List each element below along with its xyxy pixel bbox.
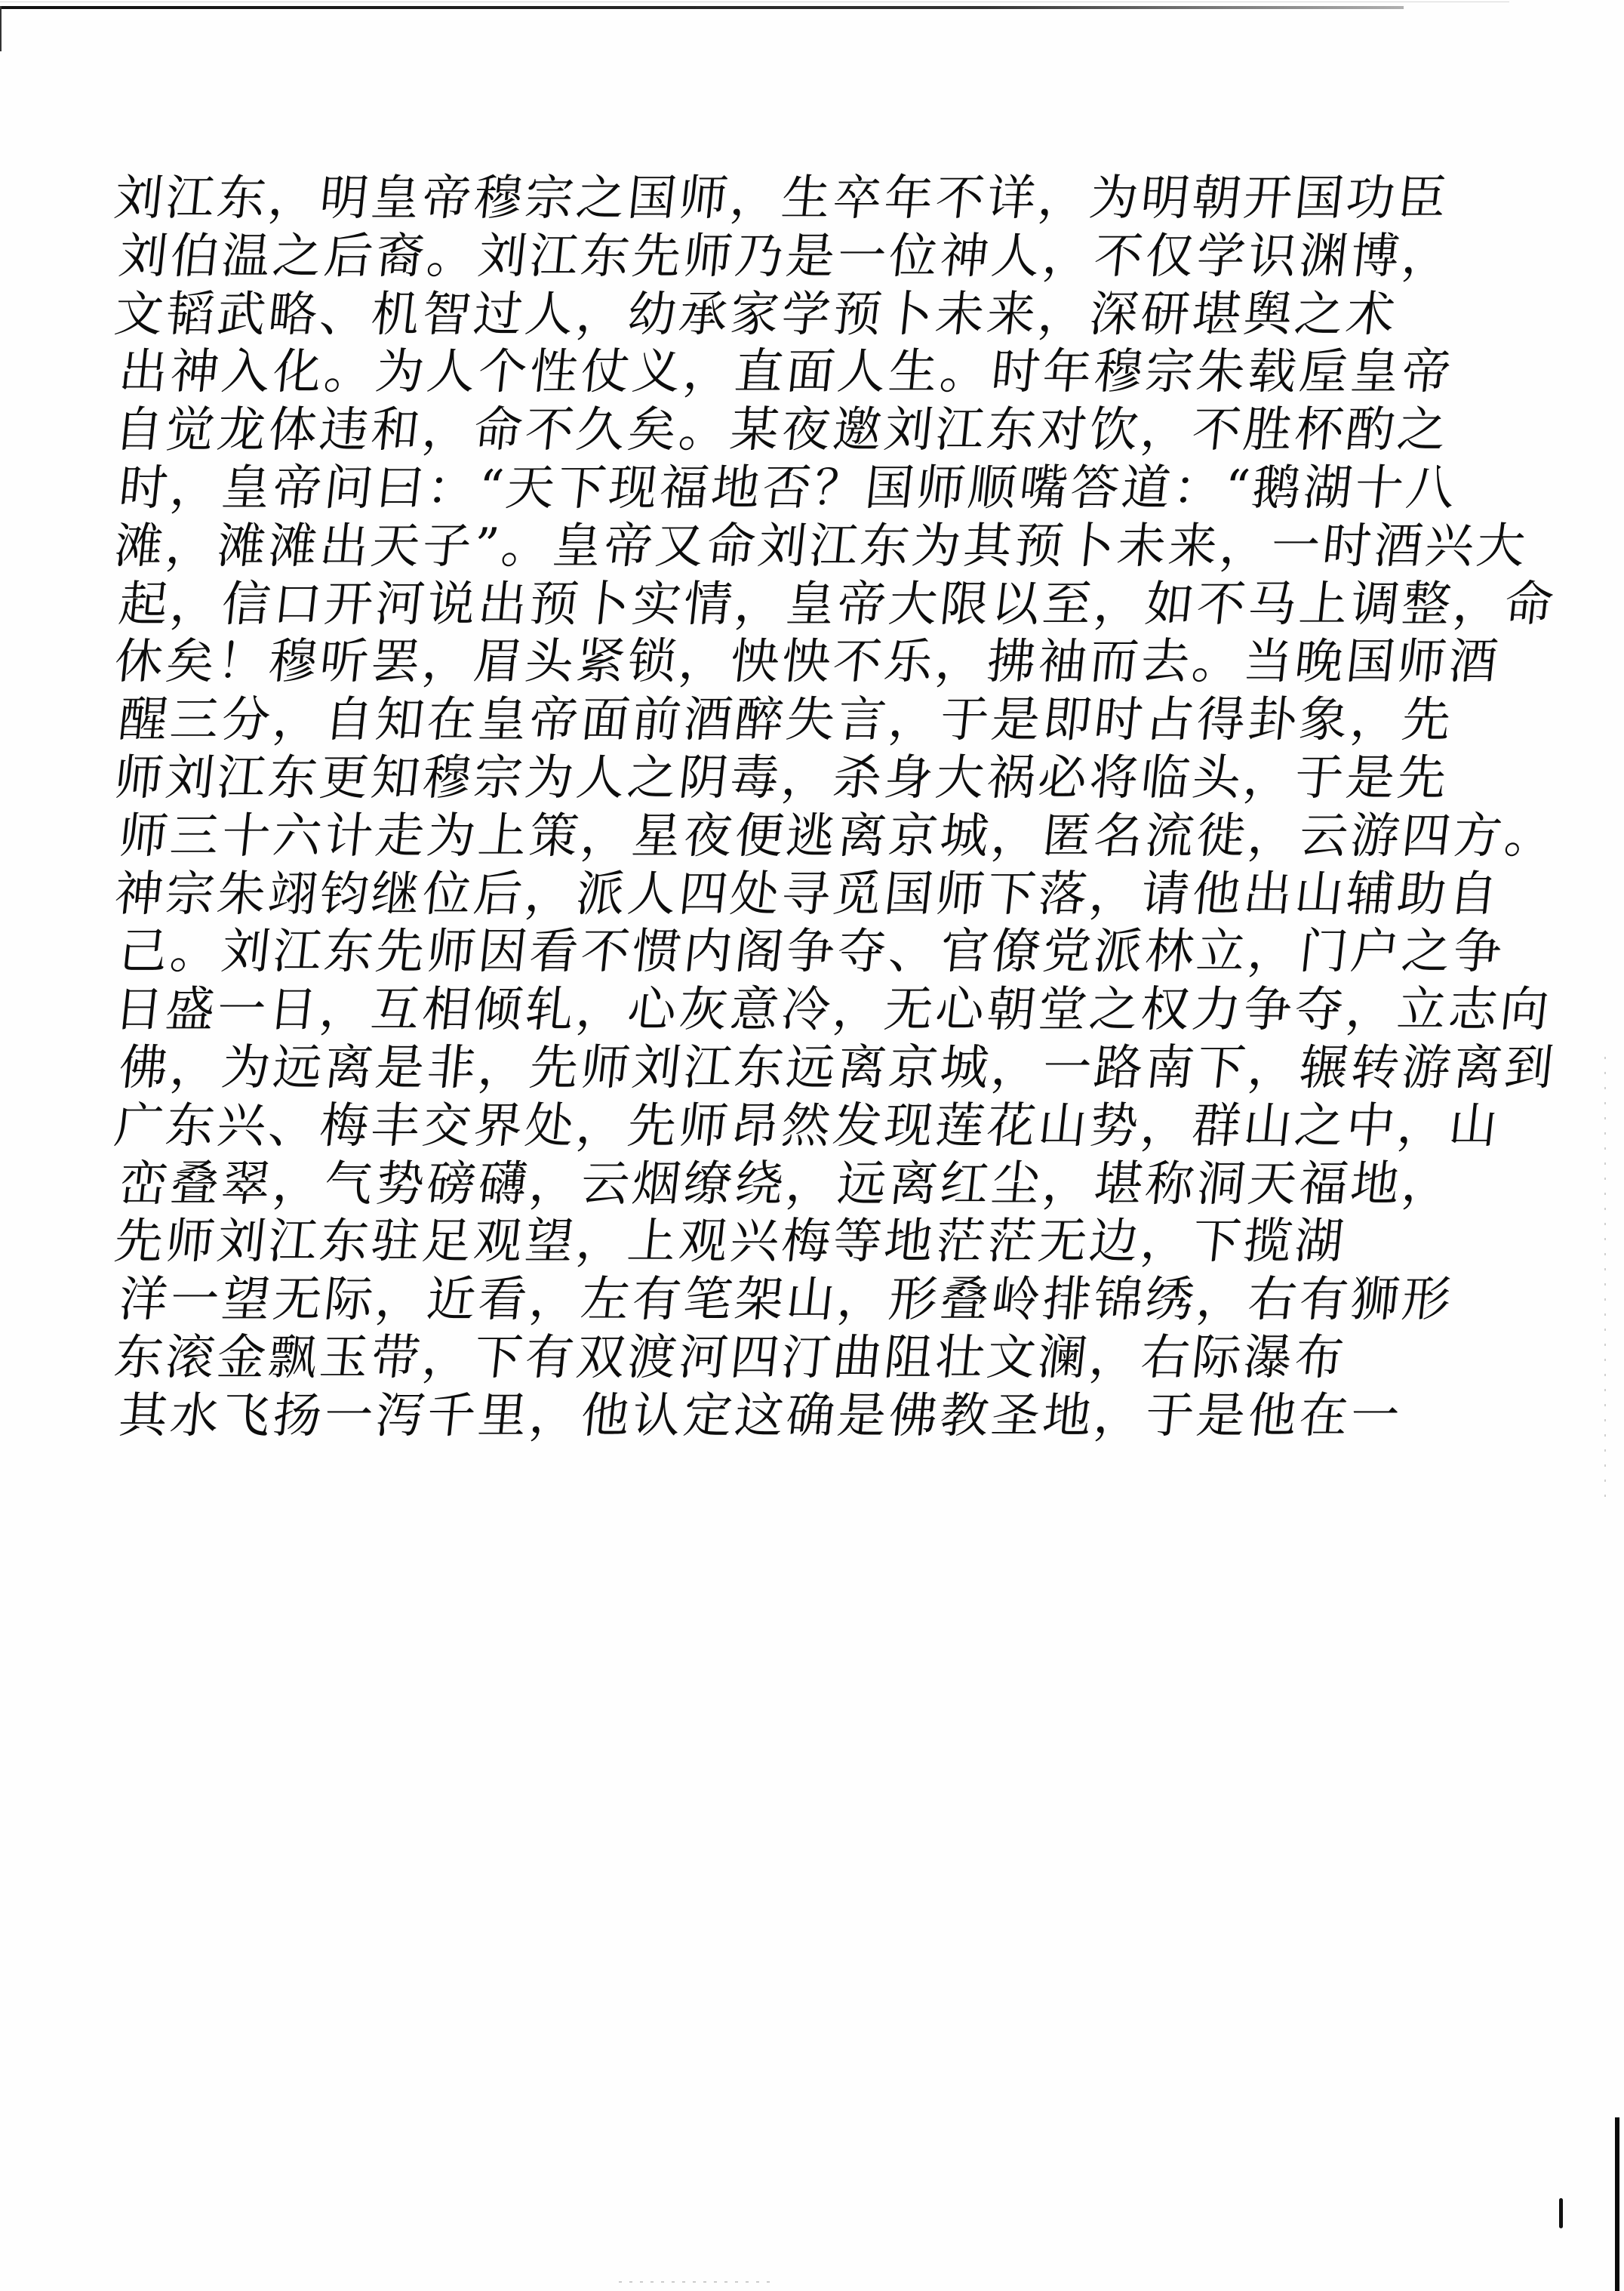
text-line-20: 洋一望无际，近看，左有笔架山，形叠岭排锦绣，右有狮形 [116,1272,1456,1329]
text-line-11: 师刘江东更知穆宗为人之阴毒，杀身大祸必将临头，于是先 [112,750,1452,806]
text-line-4: 出神入化。为人个性仗义，直面人生。时年穆宗朱载垕皇帝 [116,344,1456,401]
text-line-6: 时，皇帝问曰：“天下现福地否？国师顺嘴答道：“鹅湖十八 [116,460,1461,516]
text-line-9: 休矣！穆听罢，眉头紧锁，怏怏不乐，拂袖而去。当晚国师酒 [112,634,1503,691]
text-line-14: 己。刘江东先师因看不惯内阁争夺、官僚党派林立，门户之争 [116,924,1508,981]
text-line-10: 醒三分，自知在皇帝面前酒醉失言，于是即时占得卦象，先 [116,692,1456,749]
scan-bottom-specks [619,2281,770,2283]
text-line-7: 滩，滩滩出天子”。皇帝又命刘江东为其预卜未来，一时酒兴大 [112,518,1531,574]
text-line-19: 先师刘江东驻足观望，上观兴梅等地茫茫无边，下揽湖 [112,1214,1349,1270]
text-line-2: 刘伯温之后裔。刘江东先师乃是一位神人，不仅学识渊博， [116,228,1456,285]
scan-top-border [0,6,1404,9]
text-line-21: 东滚金飘玉带，下有双渡河四汀曲阻壮文澜，右际瀑布 [112,1329,1349,1386]
scan-left-edge [0,6,2,51]
text-line-3: 文韬武略、机智过人，幼承家学预卜未来，深研堪舆之术 [112,286,1401,343]
text-line-18: 峦叠翠，气势磅礴，云烟缭绕，远离红尘，堪称洞天福地， [116,1156,1456,1212]
scan-right-border-bar [1615,2117,1619,2291]
text-line-22: 其水飞扬一泻千里，他认定这确是佛教圣地，于是他在一 [116,1387,1405,1444]
text-line-16: 佛，为远离是非，先师刘江东远离京城，一路南下，辗转游离到 [116,1039,1559,1096]
text-line-15: 日盛一日，互相倾轧，心灰意冷，无心朝堂之权力争夺，立志向 [112,982,1555,1039]
scan-right-dots [1604,1057,1606,1510]
text-line-13: 神宗朱翊钧继位后，派人四处寻觅国师下落，请他出山辅助自 [112,866,1503,922]
handwritten-text-block [112,171,1559,1446]
text-line-1: 刘江东，明皇帝穆宗之国师，生卒年不详，为明朝开国功臣 [112,171,1452,226]
text-line-8: 起，信口开河说出预卜实情，皇帝大限以至，如不马上调整，命 [116,576,1559,633]
text-line-5: 自觉龙体违和，命不久矣。某夜邀刘江东对饮，不胜杯酌之 [112,402,1452,459]
page-mark-stroke [1559,2198,1563,2228]
text-line-17: 广东兴、梅丰交界处，先师昂然发现莲花山势，群山之中，山 [112,1098,1503,1154]
text-line-12: 师三十六计走为上策，星夜便逃离京城，匿名流徙，云游四方。 [116,808,1559,864]
